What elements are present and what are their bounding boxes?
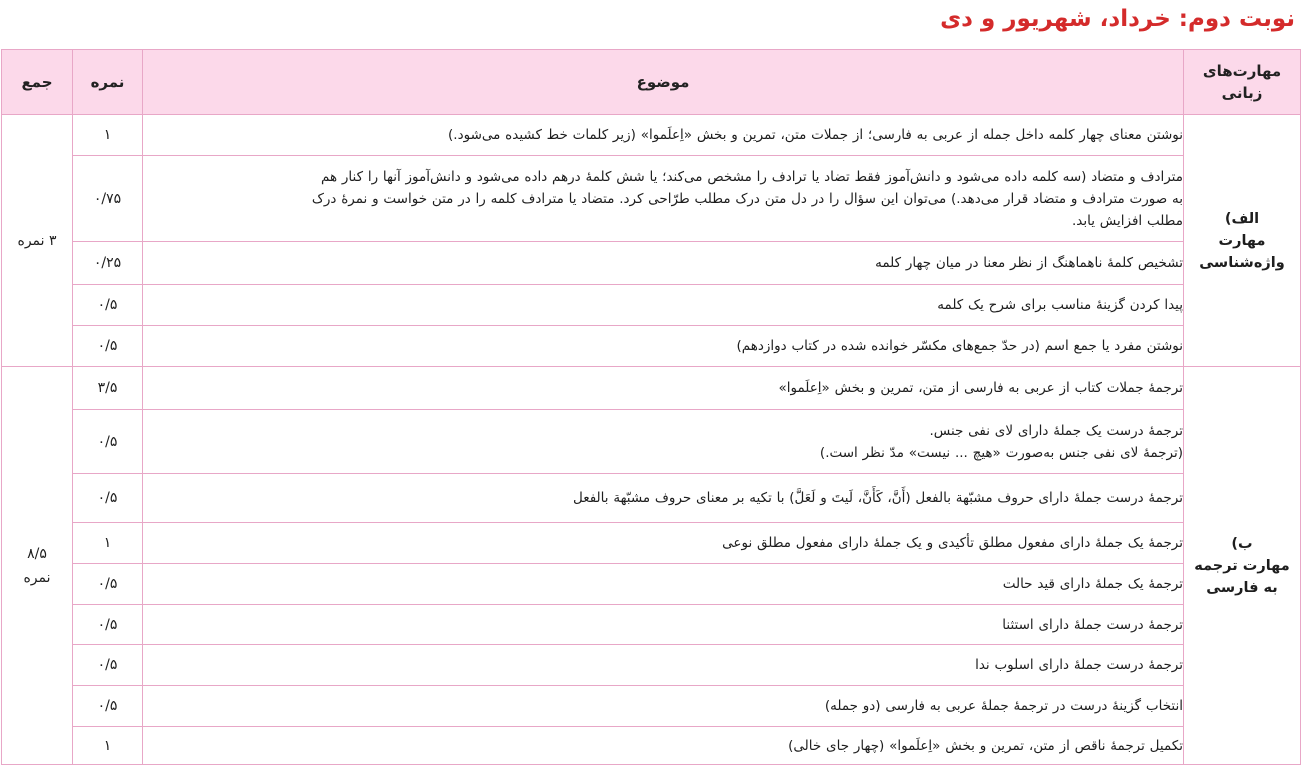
topic-cell [143,326,1184,367]
section-label-line: مهارت [1218,232,1266,249]
section-total-line: ۸/۵ [27,545,47,562]
score-cell: ۰/۷۵ [73,156,143,242]
topic-cell [143,727,1184,765]
score-cell: ۰/۵ [73,686,143,727]
header-skills-line: زبانی [1221,84,1263,102]
table-row [2,410,1301,474]
topic-cell [143,523,1184,564]
topic-cell [143,605,1184,645]
score-cell: ۰/۵ [73,645,143,686]
topic-text-line: مترادف و متضاد (سه کلمه داده می‌شود و دانش‌آموز فقط تضاد یا ترادف را مشخص می‌کند؛ یا شش کلمهٔ درهم داده می‌شود و دانش‌آموز آنها را کنار هم [321,168,1183,185]
table-row [2,564,1301,605]
topic-text-line: نوشتن مفرد یا جمع اسم (در حدّ جمع‌های مکسّر خوانده شده در کتاب دوازدهم) [736,338,1183,354]
topic-cell [143,156,1184,242]
score-cell: ۱ [73,523,143,564]
topic-text-line: مطلب افزایش یابد. [1072,212,1183,229]
table-row [2,326,1301,367]
topic-text-line: تکمیل ترجمهٔ ناقص از متن، تمرین و بخش «اِعلَموا» (چهار جای خالی) [788,737,1183,754]
score-table [1,49,1301,765]
section-total-line: ۳ نمره [17,232,57,249]
section-total-line: نمره [23,569,51,586]
table-row [2,686,1301,727]
topic-text-line: پیدا کردن گزینهٔ مناسب برای شرح یک کلمه [937,297,1183,313]
section-total [2,115,73,367]
section-label-line: واژه‌شناسی [1199,254,1285,271]
score-cell: ۳/۵ [73,367,143,410]
topic-cell [143,367,1184,410]
topic-cell [143,686,1184,727]
section-label [1184,115,1301,367]
table-row [2,367,1301,410]
score-cell: ۰/۵ [73,326,143,367]
topic-text-line: (ترجمهٔ لای نفی جنس به‌صورت «هیچ ... نیست» مدّ نظر است.) [819,444,1183,461]
section-label-line: ب) [1231,535,1253,552]
score-cell: ۰/۲۵ [73,242,143,285]
topic-text-line: به صورت مترادف و متضاد قرار می‌دهد.) می‌توان این سؤال را در دل متن درک مطلب طرّاحی کرد. متضاد یا مترادف کلمه را در متن خواست و نمرهٔ درک [311,190,1183,207]
table-row [2,605,1301,645]
header-topic: موضوع [143,50,1184,115]
table-row [2,474,1301,523]
table-row [2,156,1301,242]
table-row [2,285,1301,326]
topic-text-line: انتخاب گزینهٔ درست در ترجمهٔ جملهٔ عربی به فارسی (دو جمله) [824,698,1183,714]
header-total: جمع [2,50,73,115]
topic-cell [143,564,1184,605]
table-body [2,115,1301,765]
section-label [1184,367,1301,765]
topic-text-line: نوشتن معنای چهار کلمه داخل جمله از عربی به فارسی؛ از جملات متن، تمرین و بخش «اِعلَموا» (زیر کلمات خط کشیده می‌شود.) [448,127,1183,143]
topic-text-line: ترجمهٔ درست جملهٔ دارای استثنا [1002,616,1183,633]
table-row [2,523,1301,564]
section-label-line: به فارسی [1206,579,1278,596]
score-cell: ۰/۵ [73,285,143,326]
header-score: نمره [73,50,143,115]
table-row [2,727,1301,765]
section-total [2,367,73,765]
topic-text-line: ترجمهٔ یک جملهٔ دارای مفعول مطلق تأکیدی و یک جملهٔ دارای مفعول مطلق نوعی [722,535,1183,551]
topic-cell [143,410,1184,474]
header-row [2,50,1301,115]
page-title: نوبت دوم: خرداد، شهریور و دی [940,6,1295,32]
topic-cell [143,115,1184,156]
header-skills-line: مهارت‌های [1202,62,1282,80]
score-cell: ۰/۵ [73,605,143,645]
topic-cell [143,474,1184,523]
topic-cell [143,645,1184,686]
score-cell: ۰/۵ [73,564,143,605]
table-row [2,115,1301,156]
topic-text-line: ترجمهٔ یک جملهٔ دارای قید حالت [1002,576,1183,592]
topic-cell [143,242,1184,285]
score-cell: ۰/۵ [73,474,143,523]
topic-cell [143,285,1184,326]
section-label-line: الف) [1224,210,1260,227]
topic-text-line: ترجمهٔ درست جملهٔ دارای حروف مشبّهة بالفعل (أَنَّ، کَأَنَّ، لَیتَ و لَعَلَّ) با تکیه بر معنای حروف مشبّهة بالفعل [572,490,1183,506]
score-cell: ۰/۵ [73,410,143,474]
table-row [2,645,1301,686]
topic-text-line: تشخیص کلمهٔ ناهماهنگ از نظر معنا در میان چهار کلمه [875,255,1183,271]
topic-text-line: ترجمهٔ درست یک جملهٔ دارای لای نفی جنس. [929,422,1183,439]
score-cell: ۱ [73,115,143,156]
section-label-line: مهارت ترجمه [1194,557,1290,574]
topic-text-line: ترجمهٔ درست جملهٔ دارای اسلوب ندا [975,657,1183,673]
score-cell: ۱ [73,727,143,765]
table-row [2,242,1301,285]
topic-text-line: ترجمهٔ جملات کتاب از عربی به فارسی از متن، تمرین و بخش «اِعلَموا» [778,380,1183,396]
header-skills [1184,50,1301,115]
